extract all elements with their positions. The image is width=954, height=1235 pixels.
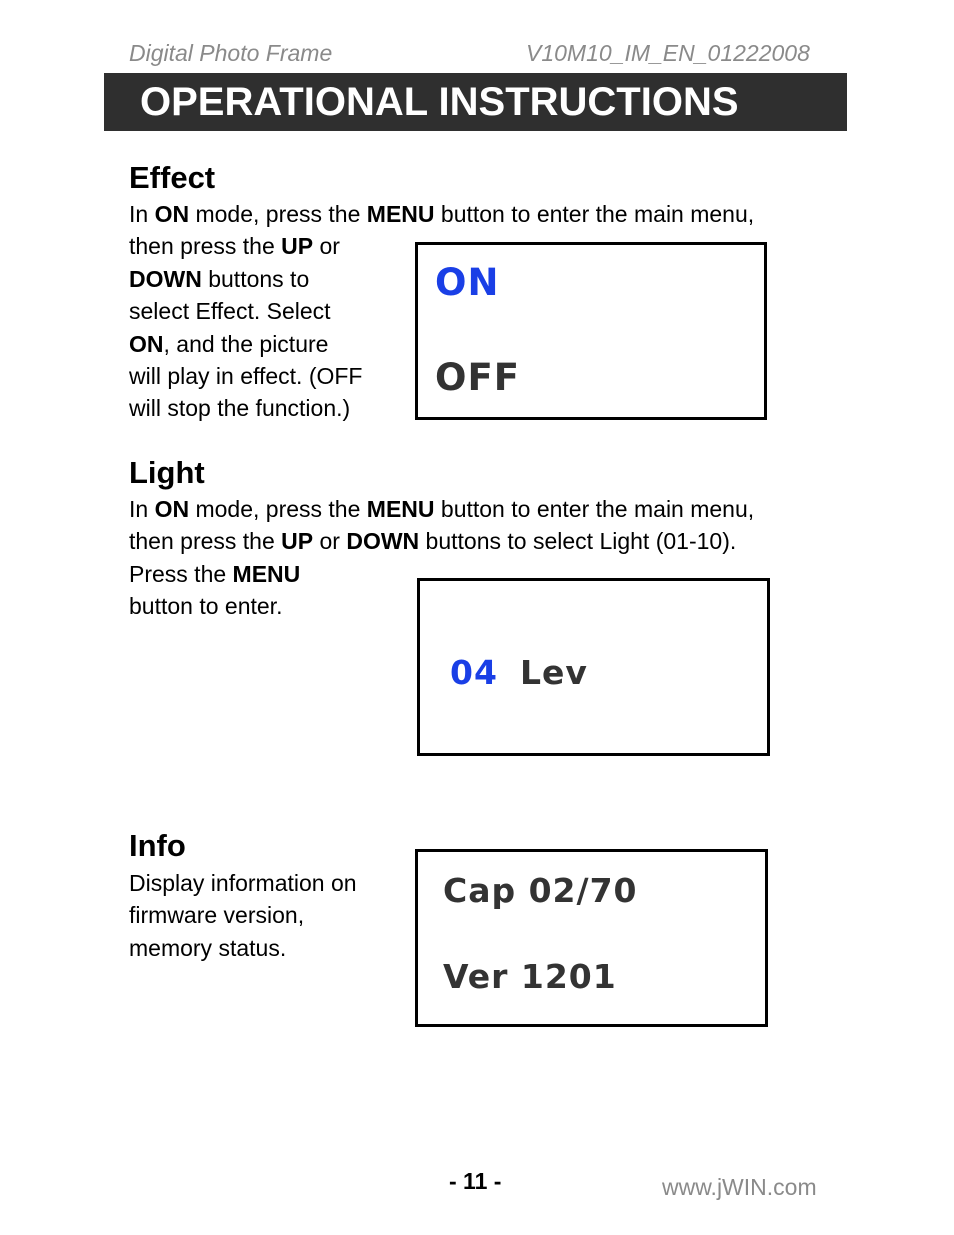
text-run: Display information on — [129, 870, 357, 896]
text-run: then press the — [129, 233, 282, 260]
effect-screen-on: ON — [435, 261, 500, 304]
text-run: button to enter the main menu, — [434, 201, 755, 227]
text-run: , and the picture — [163, 330, 329, 357]
bold-term: MENU — [232, 560, 301, 587]
doc-header-left: Digital Photo Frame — [129, 40, 333, 66]
bold-term: ON — [154, 201, 190, 227]
info-screen — [415, 849, 768, 1027]
text-run: then press the — [129, 528, 282, 555]
section-banner — [104, 73, 847, 131]
text-line — [129, 525, 754, 557]
light-screen-unit: Lev — [520, 653, 588, 692]
text-line — [129, 867, 357, 899]
bold-term: UP — [281, 233, 314, 260]
bold-term: ON — [129, 330, 164, 357]
text-run: firmware version, — [129, 902, 305, 929]
text-line — [129, 899, 357, 931]
doc-header-right: V10M10_IM_EN_01222008 — [526, 40, 810, 66]
light-screen — [417, 578, 770, 756]
bold-term: ON — [154, 496, 190, 522]
text-run: buttons to select Light (01-10). — [419, 528, 737, 555]
text-run: button to enter. — [129, 593, 283, 620]
text-run: select Effect. Select — [129, 298, 331, 325]
page-number: - 11 - — [449, 1168, 502, 1194]
text-run: will stop the function.) — [129, 395, 351, 422]
bold-term: MENU — [366, 496, 435, 522]
text-run: Press the — [129, 560, 233, 587]
bold-term: DOWN — [346, 528, 420, 555]
bold-term: DOWN — [129, 265, 202, 292]
footer-url: www.jWIN.com — [662, 1174, 817, 1200]
text-run: memory status. — [129, 934, 287, 961]
banner-title: OPERATIONAL INSTRUCTIONS — [140, 80, 739, 124]
info-text — [129, 867, 357, 964]
text-line — [129, 932, 357, 964]
text-run: or — [313, 528, 347, 555]
text-run: mode, press the — [189, 496, 367, 522]
text-run: button to enter the main menu, — [434, 496, 755, 522]
text-run: will play in effect. (OFF — [129, 363, 363, 390]
info-screen-ver: Ver 1201 — [443, 957, 617, 996]
text-run: mode, press the — [189, 201, 367, 227]
effect-screen-off: OFF — [435, 356, 521, 399]
info-heading: Info — [129, 828, 186, 863]
text-run: buttons to — [201, 265, 310, 292]
bold-term: UP — [281, 528, 314, 555]
effect-screen — [415, 242, 767, 420]
text-line — [129, 198, 754, 230]
light-heading: Light — [129, 455, 205, 490]
light-screen-value: 04 — [450, 653, 498, 692]
bold-term: MENU — [366, 201, 435, 227]
text-run: In — [129, 201, 155, 227]
info-screen-cap: Cap 02/70 — [443, 871, 638, 910]
text-run: or — [313, 233, 340, 260]
text-run: In — [129, 496, 155, 522]
text-line — [129, 493, 754, 525]
effect-heading: Effect — [129, 160, 216, 195]
